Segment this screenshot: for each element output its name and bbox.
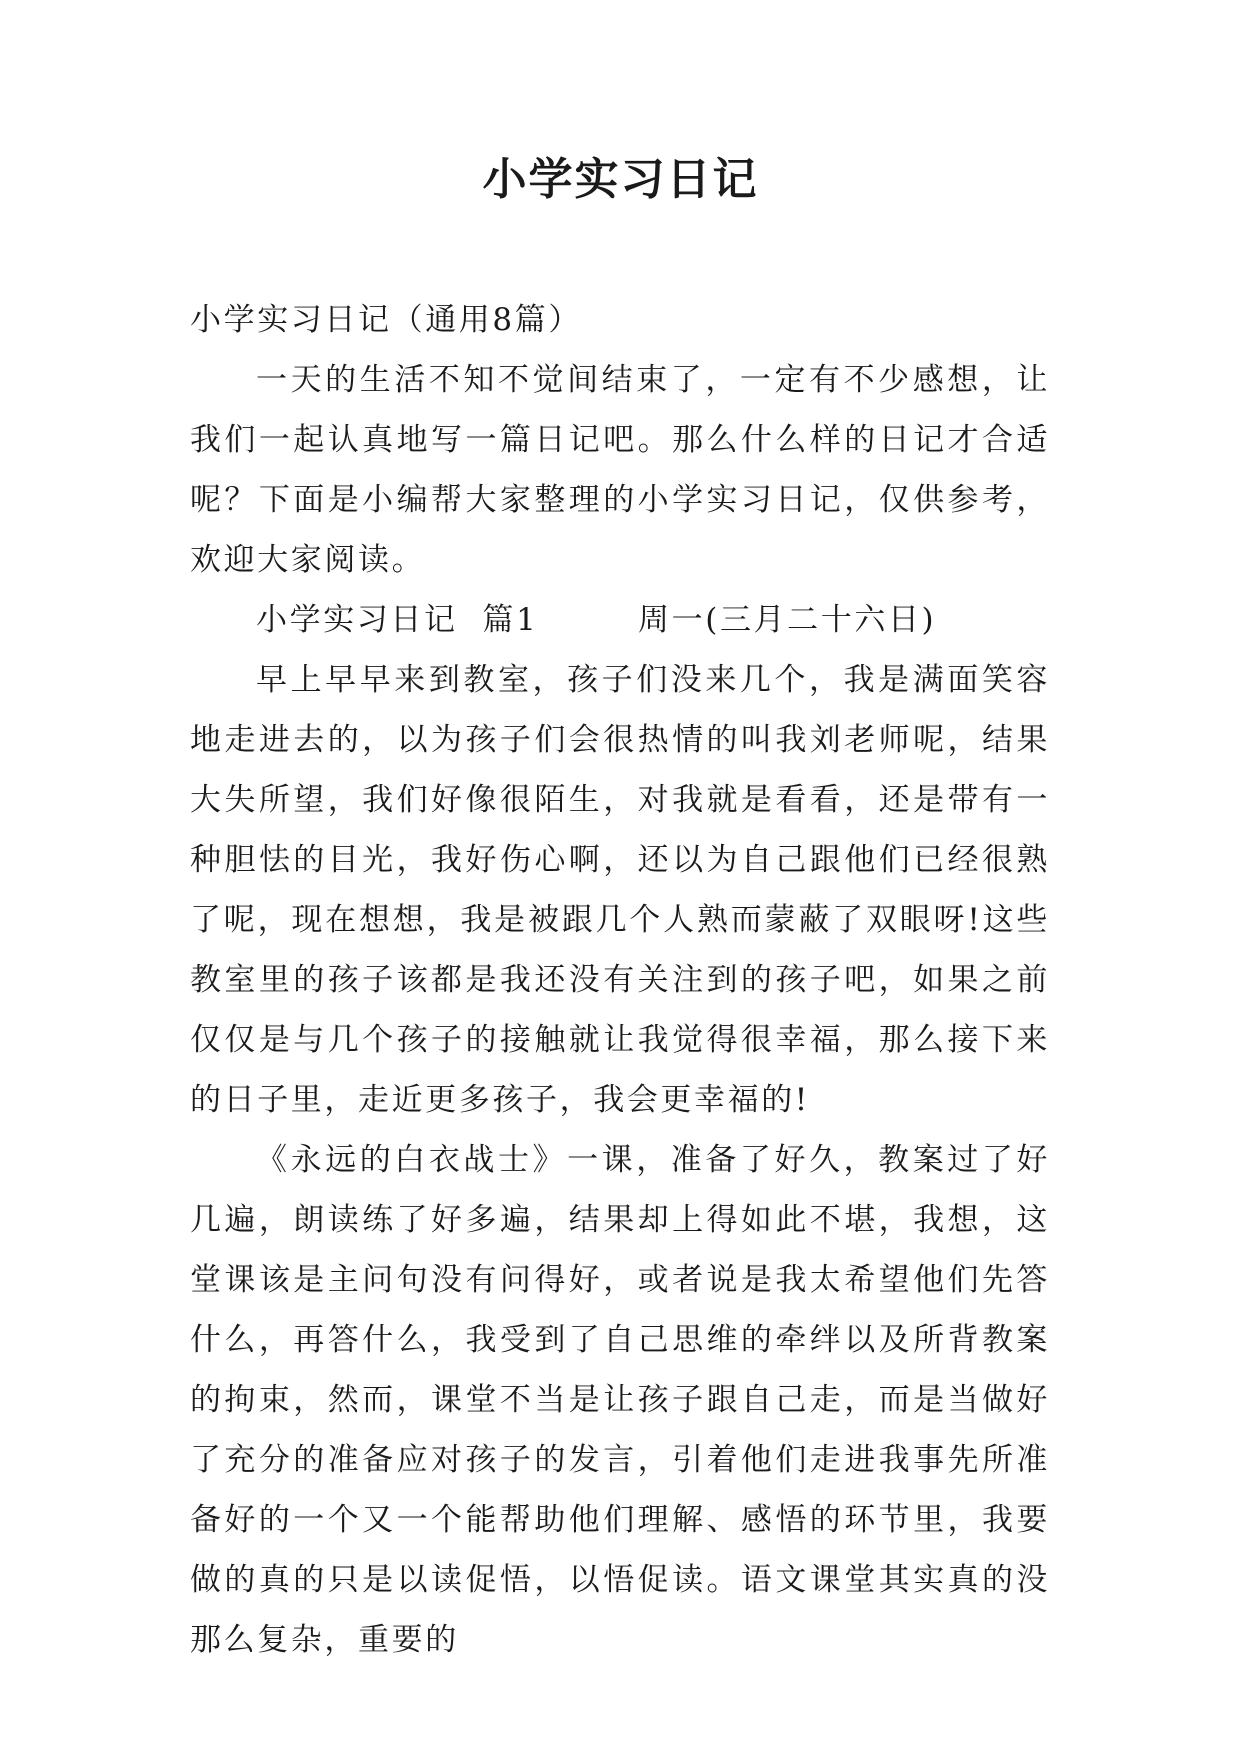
document-subtitle: 小学实习日记（通用8篇） [190, 302, 582, 338]
document-title: 小学实习日记 [482, 154, 759, 205]
body-paragraph-1: 早上早早来到教室，孩子们没来几个，我是满面笑容地走进去的，以为孩子们会很热情的叫我刘老师呢，结果大失所望，我们好像很陌生，对我就是看看，还是带有一种胆怯的目光，我好伤心啊，还以为自己跟他们已经很熟了呢，现在想想，我是被跟几个人熟而蒙蔽了双眼呀!这些教室里的孩子该都是我还没有关注到的孩子吧，如果之前仅仅是与几个孩子的接触就让我觉得很幸福，那么接下来的日子里，走近更多孩子，我会更幸福的! [190, 662, 1050, 1118]
intro-paragraph: 一天的生活不知不觉间结束了，一定有不少感想，让我们一起认真地写一篇日记吧。那么什么样的日记才合适呢？下面是小编帮大家整理的小学实习日记，仅供参考，欢迎大家阅读。 [190, 362, 1050, 578]
body-paragraph-2: 《永远的白衣战士》一课，准备了好久，教案过了好几遍，朗读练了好多遍，结果却上得如此不堪，我想，这堂课该是主问句没有问得好，或者说是我太希望他们先答什么，再答什么，我受到了自己思维的牵绊以及所背教案的拘束，然而，课堂不当是让孩子跟自己走，而是当做好了充分的准备应对孩子的发言，引着他们走进我事先所准备好的一个又一个能帮助他们理解、感悟的环节里，我要做的真的只是以读促悟，以悟促读。语文课堂其实真的没那么复杂，重要的 [190, 1142, 1050, 1658]
section-heading: 小学实习日记 篇1 周一(三月二十六日) [256, 602, 937, 638]
document-body [190, 290, 1050, 1670]
